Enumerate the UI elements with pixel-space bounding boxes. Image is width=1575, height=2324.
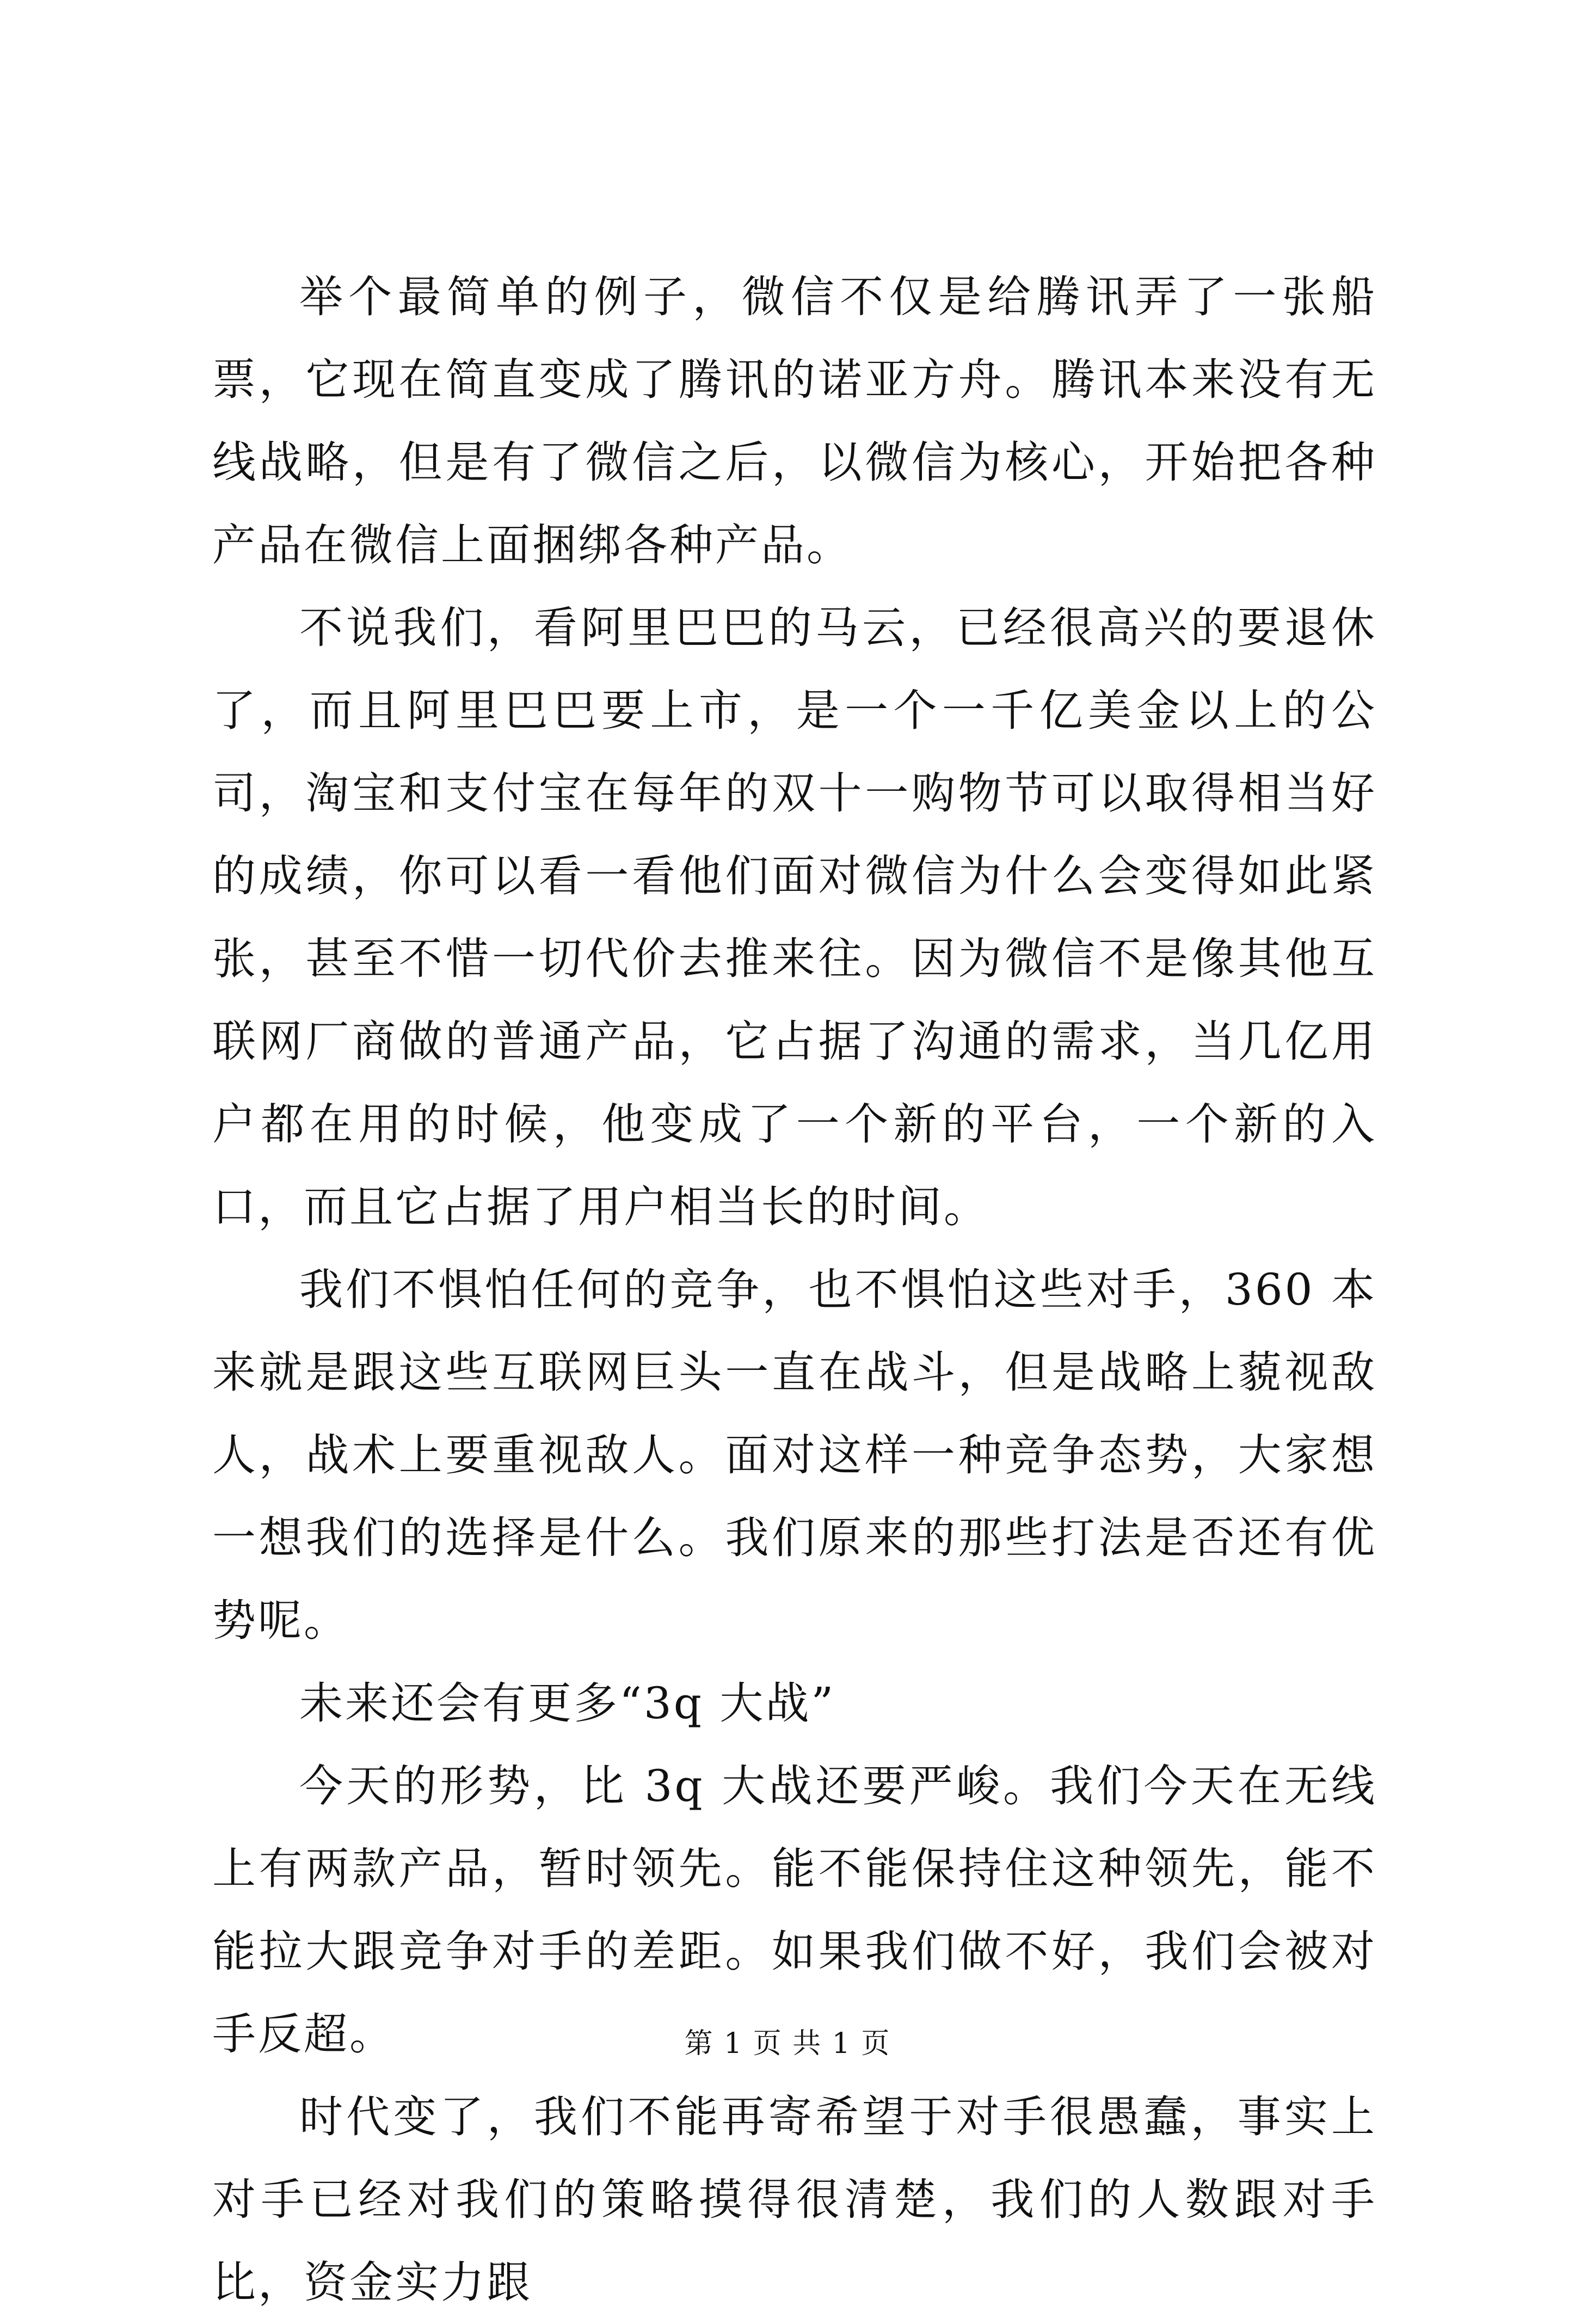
page-number-footer: 第 1 页 共 1 页	[684, 2027, 891, 2060]
document-body	[212, 256, 1377, 2324]
paragraph-situation: 今天的形势，比 3q 大战还要严峻。我们今天在无线上有两款产品，暂时领先。能不能保持住这种领先，能不能拉大跟竞争对手的差距。如果我们做不好，我们会被对手反超。	[212, 1761, 1377, 2059]
paragraph-competition: 我们不惧怕任何的竞争，也不惧怕这些对手，360 本来就是跟这些互联网巨头一直在战斗，但是战略上藐视敌人，战术上要重视敌人。面对这样一种竞争态势，大家想一想我们的选择是什么。我们原来的那些打法是否还有优势呢。	[212, 1264, 1377, 1646]
section-heading-3q: 未来还会有更多“3q 大战”	[299, 1678, 836, 1729]
paragraph-times-changed: 时代变了，我们不能再寄希望于对手很愚蠢，事实上对手已经对我们的策略摸得很清楚，我们的人数跟对手比，资金实力跟	[212, 2092, 1377, 2308]
paragraph-alibaba: 不说我们，看阿里巴巴的马云，已经很高兴的要退休了，而且阿里巴巴要上市，是一个一千亿美金以上的公司，淘宝和支付宝在每年的双十一购物节可以取得相当好的成绩，你可以看一看他们面对微信为什么会变得如此紧张，甚至不惜一切代价去推来往。因为微信不是像其他互联网厂商做的普通产品，它占据了沟通的需求，当几亿用户都在用的时候，他变成了一个新的平台，一个新的入口，而且它占据了用户相当长的时间。	[212, 602, 1377, 1232]
paragraph-wechat-example: 举个最简单的例子，微信不仅是给腾讯弄了一张船票，它现在简直变成了腾讯的诺亚方舟。腾讯本来没有无线战略，但是有了微信之后，以微信为核心，开始把各种产品在微信上面捆绑各种产品。	[212, 272, 1377, 570]
